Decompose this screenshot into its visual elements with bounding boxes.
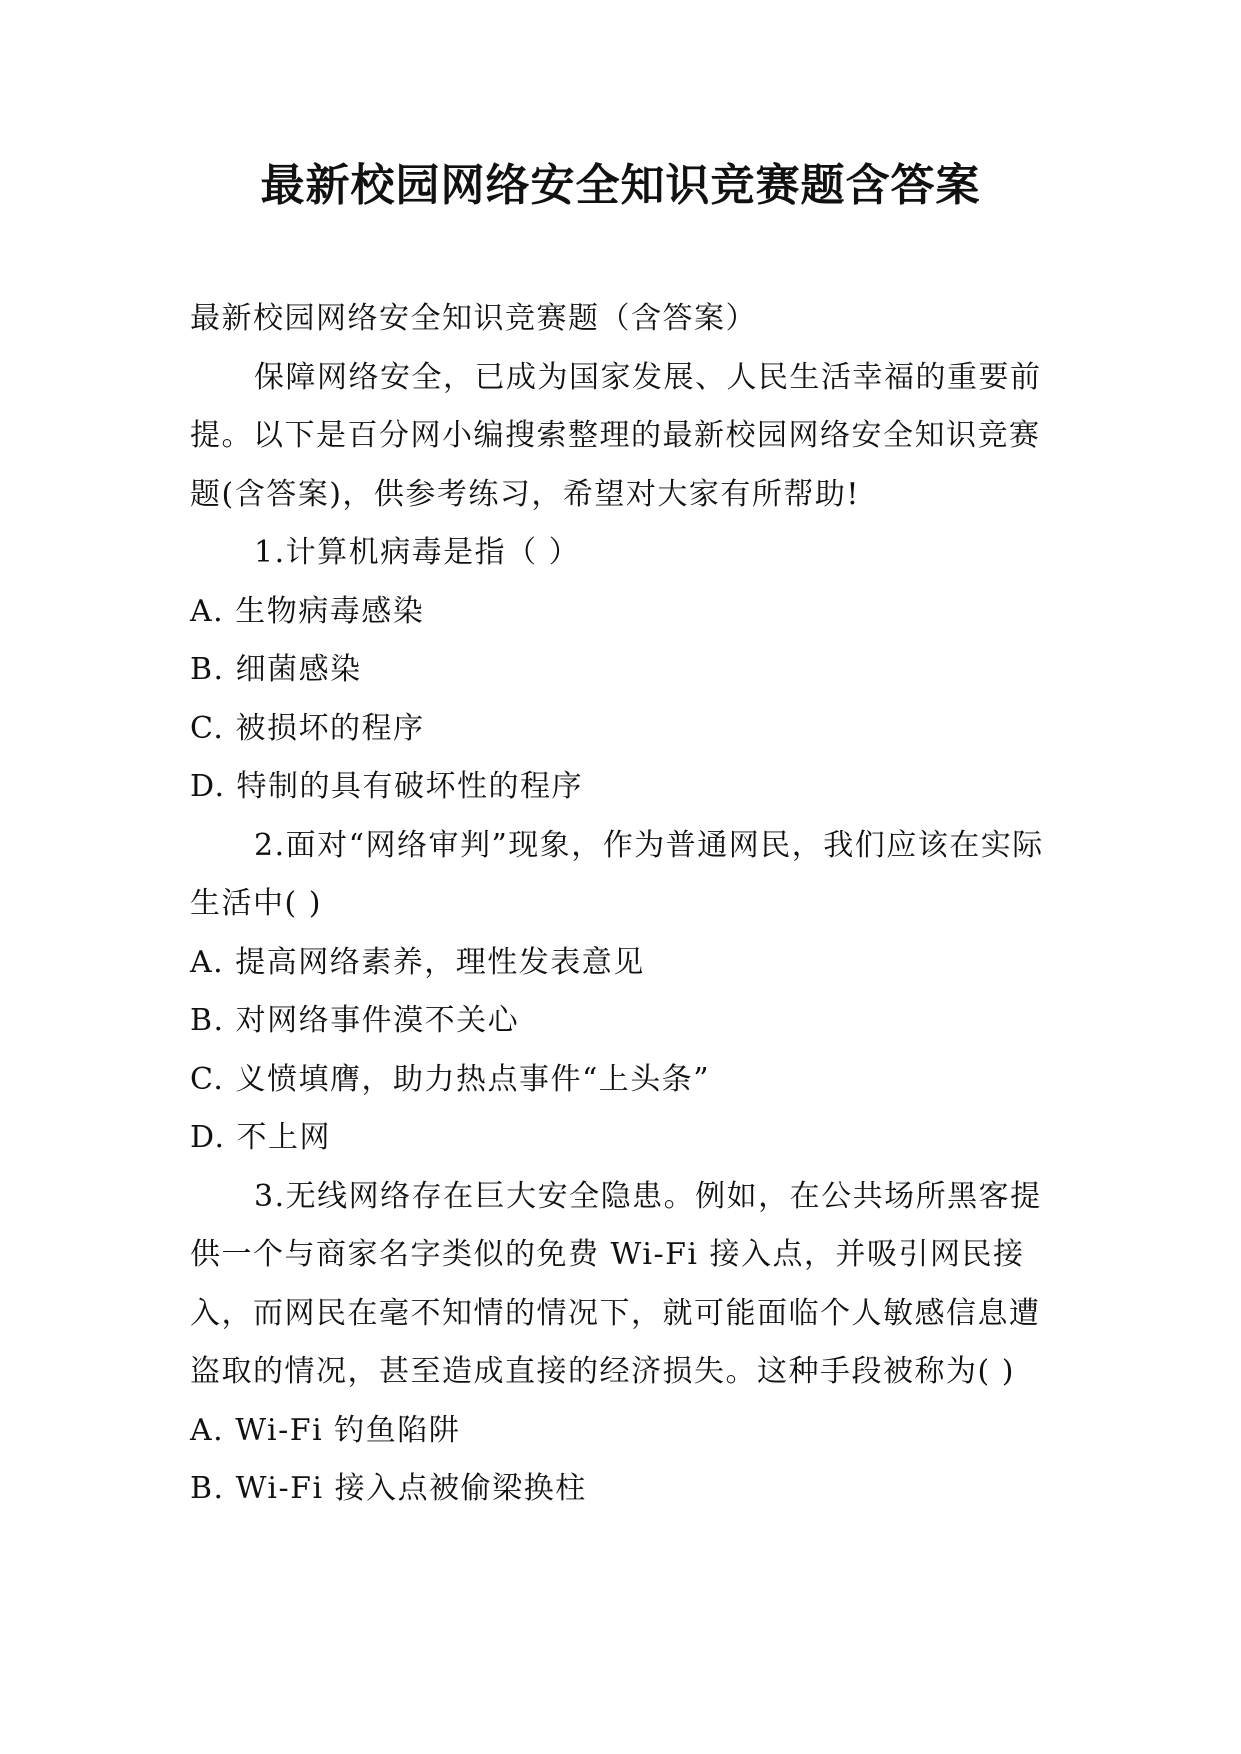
question-1-option-a: A. 生物病毒感染 xyxy=(190,593,425,629)
intro-paragraph: 保障网络安全，已成为国家发展、人民生活幸福的重要前提。以下是百分网小编搜索整理的最新校园网络安全知识竞赛题(含答案)，供参考练习，希望对大家有所帮助! xyxy=(190,359,1042,512)
document-subtitle: 最新校园网络安全知识竞赛题（含答案） xyxy=(190,301,757,336)
document-title: 最新校园网络安全知识竞赛题含答案 xyxy=(260,160,981,211)
document-body xyxy=(190,290,1052,1519)
question-1-option-b: B. 细菌感染 xyxy=(190,652,362,687)
question-1-option-c: C. 被损坏的程序 xyxy=(190,710,425,746)
question-2-option-a: A. 提高网络素养，理性发表意见 xyxy=(190,944,645,980)
question-3-option-b: B. Wi-Fi 接入点被偷梁换柱 xyxy=(190,1471,587,1506)
question-2-option-b: B. 对网络事件漠不关心 xyxy=(190,1003,520,1038)
question-2-option-c: C. 义愤填膺，助力热点事件“上头条” xyxy=(190,1061,711,1097)
question-2-option-d: D. 不上网 xyxy=(190,1120,332,1155)
question-stem-3: 3.无线网络存在巨大安全隐患。例如，在公共场所黑客提供一个与商家名字类似的免费 Wi-Fi 接入点，并吸引网民接入，而网民在毫不知情的情况下，就可能面临个人敏感信息遭盗取的情况，甚至造成直接的经济损失。这种手段被称为( ) xyxy=(190,1178,1042,1389)
question-1-option-d: D. 特制的具有破坏性的程序 xyxy=(190,769,584,804)
question-3-option-a: A. Wi-Fi 钓鱼陷阱 xyxy=(190,1412,461,1448)
question-stem-1: 1.计算机病毒是指（ ） xyxy=(254,535,581,570)
question-stem-2: 2.面对“网络审判”现象，作为普通网民，我们应该在实际生活中( ) xyxy=(190,827,1044,921)
